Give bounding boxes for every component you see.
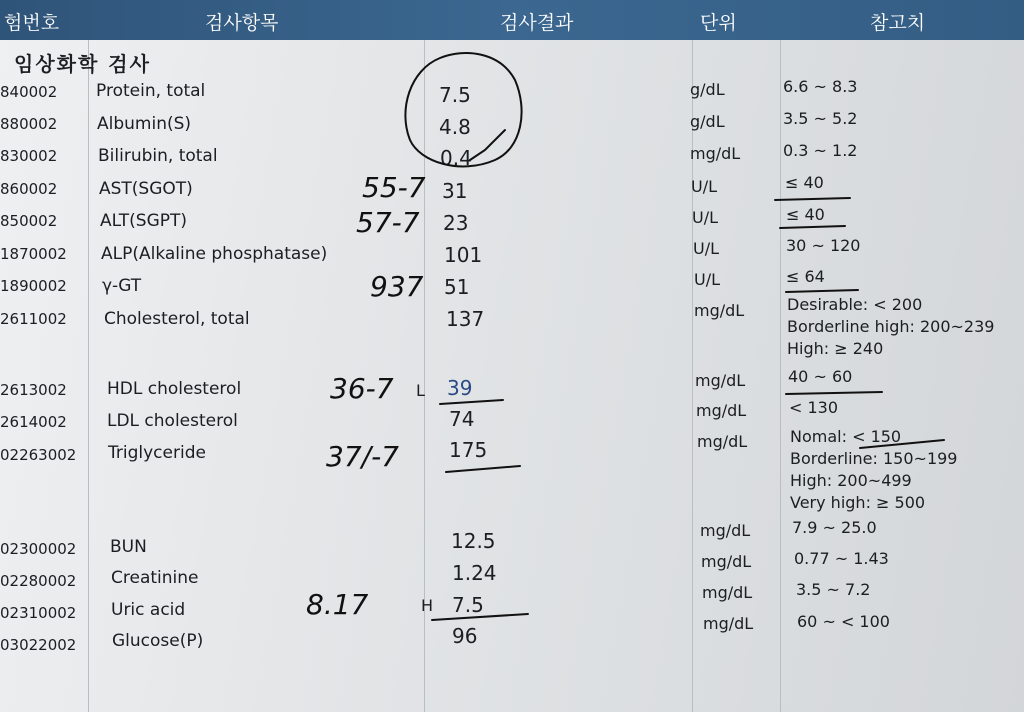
test-name: γ-GT [102,276,142,296]
test-reference: 40 ~ 60 [788,367,853,386]
handwritten-note: 55-7 [362,171,426,204]
header-unit: 단위 [700,12,737,34]
test-result: 1.24 [452,561,497,585]
underline-mark [432,614,528,620]
test-unit: g/dL [690,80,725,99]
test-reference: 7.9 ~ 25.0 [792,518,877,537]
test-reference: 30 ~ 120 [786,236,861,255]
underline-mark [860,440,944,448]
underline-mark [440,400,503,404]
reference-line: Borderline high: 200~239 [787,317,995,336]
test-result: 7.5 [452,593,484,617]
test-result: 101 [444,243,483,267]
test-reference: 3.5 ~ 5.2 [783,109,858,128]
test-unit: mg/dL [695,371,746,390]
section-title: 임상화학 검사 [14,52,151,76]
test-name: Bilirubin, total [98,146,218,166]
test-unit: U/L [694,270,721,289]
test-result: 39 [447,376,473,400]
test-code: 2613002 [0,381,67,399]
test-unit: U/L [693,239,720,258]
test-name: LDL cholesterol [107,411,238,431]
test-reference: 60 ~ < 100 [797,612,890,631]
test-reference: 0.3 ~ 1.2 [783,141,858,160]
test-code: 1890002 [0,277,67,295]
test-code: 2614002 [0,413,67,431]
test-name: Creatinine [111,568,199,588]
check-mark [470,130,505,160]
handwritten-note: 37/-7 [326,440,399,473]
test-reference: ≤ 40 [785,173,824,192]
reference-line: Borderline: 150~199 [790,449,958,468]
test-code: 860002 [0,180,58,198]
flag-high: H [421,596,434,615]
test-name: Glucose(P) [112,631,204,651]
header-result: 검사결과 [500,12,574,34]
test-name: AST(SGOT) [99,179,193,199]
test-unit: U/L [692,208,719,227]
test-result: 12.5 [451,529,496,553]
test-unit: g/dL [690,112,725,131]
test-unit: mg/dL [703,614,754,633]
test-unit: mg/dL [690,144,741,163]
test-unit: U/L [691,177,718,196]
test-unit: mg/dL [701,552,752,571]
underline-mark [786,392,882,394]
reference-line: High: ≥ 240 [787,339,884,358]
test-code: 2611002 [0,310,67,328]
test-code: 1870002 [0,245,67,263]
underline-mark [786,290,858,292]
reference-line: High: 200~499 [790,471,912,490]
test-unit: mg/dL [700,521,751,540]
handwritten-note: 36-7 [330,372,394,405]
test-unit: mg/dL [694,301,745,320]
test-reference: ≤ 64 [786,267,825,286]
test-code: 03022002 [0,636,77,654]
test-unit: mg/dL [697,432,748,451]
test-reference: < 130 [789,398,839,417]
test-name: ALT(SGPT) [100,211,188,231]
test-result: 0.4 [440,146,472,170]
test-result: 175 [449,438,488,462]
test-code: 880002 [0,115,58,133]
underline-mark [780,226,845,228]
test-code: 02263002 [0,446,77,464]
header-reference: 참고치 [870,12,926,34]
test-code: 02310002 [0,604,77,622]
test-name: Albumin(S) [97,114,192,134]
test-code: 02300002 [0,540,77,558]
test-result: 4.8 [439,115,471,139]
handwritten-note: 937 [370,270,424,303]
test-unit: mg/dL [702,583,753,602]
header-code: 험번호 [4,12,60,34]
test-unit: mg/dL [696,401,747,420]
handwritten-note: 57-7 [356,206,420,239]
circle-mark [405,53,521,166]
underline-mark [775,198,850,200]
test-name: BUN [110,537,147,557]
test-result: 23 [443,211,469,235]
test-code: 02280002 [0,572,77,590]
test-name: ALP(Alkaline phosphatase) [101,244,328,264]
test-name: Protein, total [96,81,206,101]
test-reference: 3.5 ~ 7.2 [796,580,871,599]
test-code: 850002 [0,212,58,230]
test-result: 96 [452,624,478,648]
test-result: 137 [446,307,485,331]
test-code: 840002 [0,83,58,101]
test-reference: 6.6 ~ 8.3 [783,77,858,96]
test-result: 74 [449,407,475,431]
handwritten-note: 8.17 [306,588,369,621]
test-name: Cholesterol, total [104,309,250,329]
test-result: 31 [442,179,468,203]
reference-line: Nomal: < 150 [790,427,902,446]
test-name: Triglyceride [108,443,206,463]
flag-low: L [416,381,425,400]
underline-mark [446,466,520,472]
test-result: 7.5 [439,83,471,107]
test-reference: ≤ 40 [786,205,825,224]
reference-line: Desirable: < 200 [787,295,923,314]
test-name: Uric acid [111,600,186,620]
test-name: HDL cholesterol [107,379,242,399]
reference-line: Very high: ≥ 500 [790,493,926,512]
test-result: 51 [444,275,470,299]
test-code: 830002 [0,147,58,165]
header-item: 검사항목 [205,12,279,34]
test-reference: 0.77 ~ 1.43 [794,549,889,568]
